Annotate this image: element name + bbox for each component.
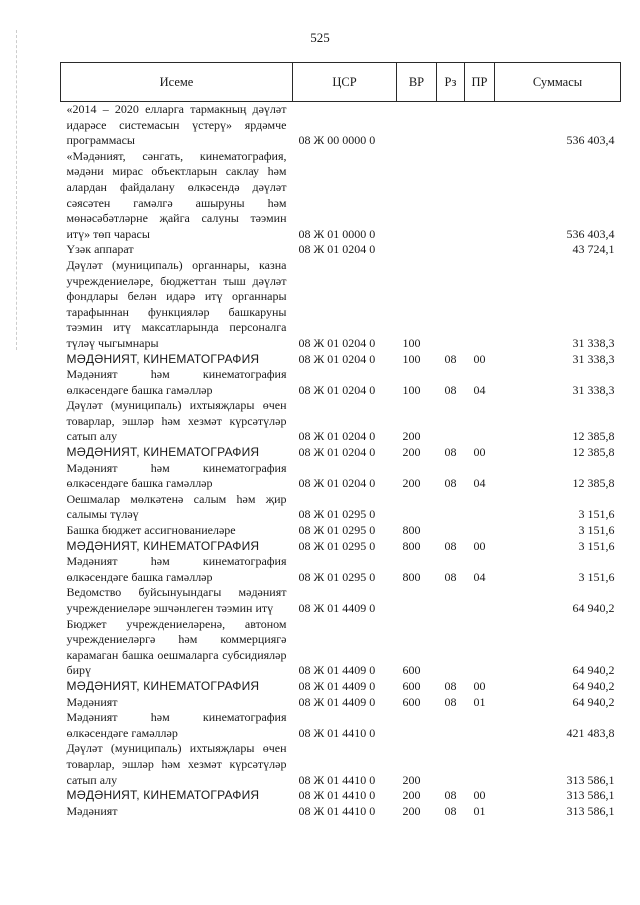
cell-vr — [397, 492, 437, 523]
cell-vr: 100 — [402, 351, 421, 366]
cell-csr: 08 Ж 01 0204 0 — [298, 429, 376, 444]
cell-pr: 00 — [473, 445, 486, 460]
cell-rz — [437, 102, 465, 149]
cell-rz: 08 — [444, 445, 457, 460]
table-row — [61, 102, 621, 149]
cell-name: Мәдәният — [66, 694, 118, 709]
cell-pr — [465, 585, 495, 616]
cell-vr: 200 — [402, 445, 421, 460]
cell-csr: 08 Ж 01 0204 0 — [298, 242, 376, 257]
column-header-pr: ПР — [465, 63, 495, 102]
table-row — [61, 617, 621, 679]
table-row — [61, 554, 621, 585]
cell-name: Мәдәният һәм кинематография өлкәсендәге башка гамәлләр — [66, 367, 287, 397]
cell-rz — [437, 523, 465, 539]
table-row — [61, 710, 621, 741]
cell-csr: 08 Ж 01 4410 0 — [298, 803, 376, 818]
cell-rz: 08 — [444, 351, 457, 366]
cell-vr: 600 — [402, 678, 421, 693]
cell-pr — [465, 523, 495, 539]
cell-pr: 00 — [473, 788, 486, 803]
cell-sum: 313 586,1 — [566, 788, 615, 803]
cell-csr: 08 Ж 01 0295 0 — [298, 538, 376, 553]
table-row — [61, 398, 621, 445]
table-row — [61, 492, 621, 523]
table-row — [61, 741, 621, 788]
cell-pr: 00 — [473, 351, 486, 366]
cell-rz: 08 — [444, 803, 457, 818]
cell-csr: 08 Ж 01 4410 0 — [298, 772, 376, 787]
cell-vr: 800 — [402, 569, 421, 584]
column-header-csr: ЦСР — [293, 63, 397, 102]
cell-pr — [465, 102, 495, 149]
cell-vr — [397, 102, 437, 149]
table-row — [61, 258, 621, 352]
cell-rz: 08 — [444, 569, 457, 584]
cell-name: Оешмалар мөлкәтенә салым һәм җир салымы түләү — [66, 491, 287, 522]
cell-csr: 08 Ж 01 4409 0 — [298, 601, 376, 615]
cell-sum: 31 338,3 — [572, 382, 615, 397]
cell-name: Мәдәният һәм кинематография өлкәсендәге гамәлләр — [66, 710, 287, 740]
cell-csr: 08 Ж 01 4410 0 — [298, 725, 376, 740]
cell-vr: 200 — [402, 803, 421, 818]
cell-sum: 3 151,6 — [578, 507, 615, 522]
cell-sum: 536 403,4 — [566, 226, 615, 241]
cell-sum: 12 385,8 — [572, 429, 615, 444]
cell-name: «Мәдәният, сәнгать, кинематография, мәдәни мирас объектларын саклау һәм алардан файдалану өлкәсендә дәүләт сәясәтен гамәлгә ашыруны һәм мөнәсәбәтләрне җайга салуны тәэмин итү» төп чарасы — [66, 148, 287, 241]
cell-sum: 31 338,3 — [572, 351, 615, 366]
cell-vr — [397, 242, 437, 258]
table-row — [61, 585, 621, 616]
cell-pr — [465, 242, 495, 258]
cell-name: Мәдәният һәм кинематография өлкәсендәге башка гамәлләр — [66, 554, 287, 584]
cell-name: Дәүләт (муниципаль) органнары, казна учреждениеләре, бюджеттан тыш дәүләт фондлары белән идарә итү органнары тарафыннан функцияләр башкаруны тәэмин итү максатларында персоналга түләү чыгымнары — [66, 257, 287, 350]
cell-csr: 08 Ж 01 0204 0 — [298, 382, 376, 397]
cell-sum: 31 338,3 — [572, 335, 615, 350]
cell-csr: 08 Ж 01 0295 0 — [298, 523, 376, 538]
table-row — [61, 367, 621, 398]
table-body — [61, 102, 621, 820]
cell-sum: 536 403,4 — [566, 133, 615, 148]
cell-name: Үзәк аппарат — [66, 242, 134, 257]
cell-rz — [437, 242, 465, 258]
cell-name: Дәүләт (муниципаль) ихтыяҗлары өчен товарлар, эшләр һәм хезмәт күрсәтүләр сатып алу — [66, 741, 287, 787]
table-row — [61, 461, 621, 492]
cell-sum: 12 385,8 — [572, 476, 615, 491]
cell-rz: 08 — [444, 538, 457, 553]
cell-rz: 08 — [444, 476, 457, 491]
cell-csr: 08 Ж 01 4409 0 — [298, 678, 376, 693]
cell-pr: 00 — [473, 538, 486, 553]
table-row — [61, 679, 621, 695]
cell-name: Башка бюджет ассигнованиеләре — [66, 523, 236, 538]
cell-sum: 64 940,2 — [572, 663, 615, 678]
cell-csr: 08 Ж 01 4409 0 — [298, 663, 376, 678]
table-row — [61, 523, 621, 539]
table-row — [61, 149, 621, 243]
cell-csr: 08 Ж 01 4410 0 — [298, 788, 376, 803]
cell-csr: 08 Ж 01 0204 0 — [298, 335, 376, 350]
cell-name: «2014 – 2020 елларга тармакның дәүләт идарәсе системасын үстерү» ярдәмче программасы — [66, 102, 287, 148]
cell-name: Мәдәният һәм кинематография өлкәсендәге башка гамәлләр — [66, 460, 287, 491]
cell-pr: 04 — [473, 382, 486, 397]
cell-csr: 08 Ж 01 0295 0 — [298, 507, 376, 522]
cell-rz — [437, 710, 465, 741]
cell-sum: 3 151,6 — [578, 569, 615, 584]
cell-pr — [465, 617, 495, 679]
cell-sum: 3 151,6 — [578, 523, 615, 538]
cell-name: МӘДӘНИЯТ, КИНЕМАТОГРАФИЯ — [66, 678, 260, 693]
cell-vr: 800 — [402, 523, 421, 538]
table-header — [61, 63, 621, 102]
cell-rz — [437, 585, 465, 616]
cell-name: МӘДӘНИЯТ, КИНЕМАТОГРАФИЯ — [66, 538, 260, 553]
cell-pr — [465, 710, 495, 741]
cell-rz — [437, 617, 465, 679]
cell-csr: 08 Ж 01 0204 0 — [298, 476, 376, 491]
binding-edge-marks — [16, 30, 18, 350]
column-header-vr: ВР — [397, 63, 437, 102]
cell-pr: 04 — [473, 476, 486, 491]
cell-csr: 08 Ж 01 0204 0 — [298, 351, 376, 366]
cell-vr — [397, 149, 437, 243]
cell-csr: 08 Ж 00 0000 0 — [298, 133, 376, 148]
cell-pr — [465, 149, 495, 243]
cell-vr: 200 — [402, 476, 421, 491]
cell-vr: 200 — [402, 429, 421, 444]
cell-vr: 200 — [402, 788, 421, 803]
cell-sum: 3 151,6 — [578, 538, 615, 553]
table-row — [61, 539, 621, 555]
cell-csr: 08 Ж 01 0295 0 — [298, 569, 376, 584]
cell-sum: 12 385,8 — [572, 445, 615, 460]
cell-rz: 08 — [444, 788, 457, 803]
cell-rz — [437, 398, 465, 445]
column-header-sum: Суммасы — [495, 63, 621, 102]
cell-name: МӘДӘНИЯТ, КИНЕМАТОГРАФИЯ — [66, 351, 260, 366]
column-header-rz: Рз — [437, 63, 465, 102]
cell-name: Мәдәният — [66, 803, 118, 818]
cell-sum: 313 586,1 — [566, 772, 615, 787]
cell-pr — [465, 398, 495, 445]
cell-pr: 04 — [473, 569, 486, 584]
cell-vr: 800 — [402, 538, 421, 553]
cell-name: Бюджет учреждениеләренә, автоном учреждениеләргә һәм коммерциягә карамаган башка оешмаларга субсидияләр бирү — [66, 616, 287, 678]
cell-rz — [437, 258, 465, 352]
cell-rz: 08 — [444, 694, 457, 709]
cell-csr: 08 Ж 01 0204 0 — [298, 445, 376, 460]
page-number: 525 — [310, 30, 330, 45]
cell-name: МӘДӘНИЯТ, КИНЕМАТОГРАФИЯ — [66, 788, 260, 803]
cell-sum: 313 586,1 — [566, 803, 615, 818]
cell-rz — [437, 149, 465, 243]
cell-pr: 01 — [473, 694, 486, 709]
cell-rz: 08 — [444, 382, 457, 397]
cell-sum: 64 940,2 — [572, 694, 615, 709]
column-header-name: Исеме — [61, 63, 293, 102]
cell-name: МӘДӘНИЯТ, КИНЕМАТОГРАФИЯ — [66, 445, 260, 460]
cell-sum: 421 483,8 — [566, 725, 615, 740]
cell-vr: 100 — [402, 382, 421, 397]
cell-vr: 200 — [402, 772, 421, 787]
cell-pr: 01 — [473, 803, 486, 818]
cell-rz — [437, 741, 465, 788]
cell-csr: 08 Ж 01 4409 0 — [298, 694, 376, 709]
cell-vr: 600 — [402, 694, 421, 709]
table-row — [61, 242, 621, 258]
table-row — [61, 804, 621, 820]
cell-csr: 08 Ж 01 0000 0 — [298, 226, 376, 241]
cell-vr — [397, 710, 437, 741]
table-row — [61, 695, 621, 711]
cell-name: Ведомство буйсынуындагы мәдәният учреждениеләре эшчәнлеген тәэмин итү — [66, 585, 287, 615]
cell-vr: 600 — [402, 663, 421, 678]
cell-vr: 100 — [402, 335, 421, 350]
cell-pr — [465, 258, 495, 352]
cell-pr — [465, 492, 495, 523]
cell-rz: 08 — [444, 678, 457, 693]
header-row — [61, 63, 621, 102]
cell-sum: 43 724,1 — [572, 242, 615, 257]
cell-sum: 64 940,2 — [572, 678, 615, 693]
cell-rz — [437, 492, 465, 523]
table-row — [61, 445, 621, 461]
cell-name: Дәүләт (муниципаль) ихтыяҗлары өчен товарлар, эшләр һәм хезмәт күрсәтүләр сатып алу — [66, 398, 287, 444]
cell-pr — [465, 741, 495, 788]
table-row — [61, 788, 621, 804]
budget-table — [60, 62, 621, 819]
cell-sum: 64 940,2 — [572, 601, 615, 615]
cell-pr: 00 — [473, 678, 486, 693]
cell-vr — [397, 585, 437, 616]
table-row — [61, 352, 621, 368]
